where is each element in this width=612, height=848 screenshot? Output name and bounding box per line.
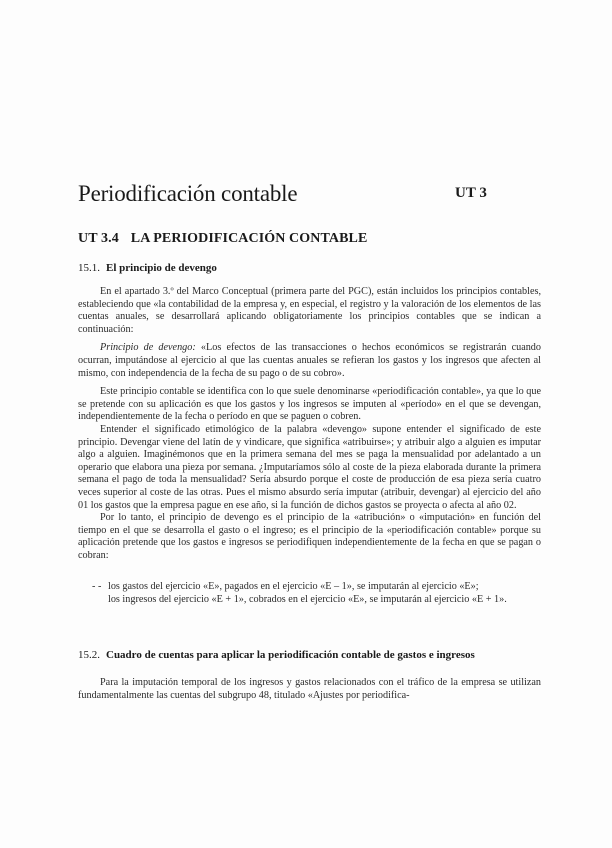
subsection-1-body xyxy=(78,286,541,562)
paragraph-intro: En el apartado 3.º del Marco Conceptual (primera parte del PGC), están incluidos los principios contables, estableciendo que «la contabilidad de la empresa y, en especial, el registro y la valoración de los elementos de las cuentas anuales, se desarrollará aplicando obligatoriamente los principios contables que se indican a continuación: xyxy=(78,286,541,335)
subsection-2-body xyxy=(78,677,541,702)
paragraph-quote xyxy=(78,342,541,380)
paragraph-4: Por lo tanto, el principio de devengo es el principio de la «atribución» o «imputación» en función del tiempo en el que se desarrolla el gasto o el ingreso; es el principio de la «periodificación contable» porque su aplicación pretende que los gastos e ingresos se periodifiquen independientemente de la fecha en que se pagan o cobran: xyxy=(78,512,541,561)
subsection-heading-1 xyxy=(78,262,217,274)
subsection-number: 15.2. xyxy=(78,649,100,661)
section-heading xyxy=(78,231,367,247)
list-item xyxy=(92,581,541,594)
paragraph-2: Este principio contable se identifica con lo que suele denominarse «periodificación contable», ya que lo que se pretende con su aplicación es que los gastos y los ingresos se imputen al «período» en el que se devengan, independientemente de la fecha o período en que se paguen o cobren. xyxy=(78,386,541,423)
list-item-text: los ingresos del ejercicio «E + 1», cobrados en el ejercicio «E», se imputarán al ejercicio «E + 1». xyxy=(108,593,507,605)
bullet-list xyxy=(92,581,541,606)
quote-label: Principio de devengo: xyxy=(100,342,196,354)
subsection-title: Cuadro de cuentas para aplicar la periodificación contable de gastos e ingresos xyxy=(106,649,475,661)
list-marker: - - xyxy=(92,581,102,592)
paragraph-1: Para la imputación temporal de los ingresos y gastos relacionados con el tráfico de la empresa se utilizan fundamentalmente las cuentas del subgrupo 48, titulado «Ajustes por periodifica- xyxy=(78,677,541,701)
subsection-title: El principio de devengo xyxy=(106,262,217,274)
chapter-code: UT 3 xyxy=(455,185,487,201)
subsection-number: 15.1. xyxy=(78,262,100,274)
list-item-text: los gastos del ejercicio «E», pagados en el ejercicio «E – 1», se imputarán al ejercicio «E»; xyxy=(108,581,479,592)
chapter-title: Periodificación contable xyxy=(78,181,298,206)
quote-text: «Los efectos de las transacciones o hechos económicos se registrarán cuando ocurran, imputándose al ejercicio al que las cuentas anuales se refieran los gastos y los ingresos que afecten al mismo, con independencia de la fecha de su pago o de su cobro». xyxy=(78,342,541,379)
list-item xyxy=(92,594,541,607)
subsection-heading-2 xyxy=(78,649,475,661)
paragraph-3: Entender el significado etimológico de la palabra «devengo» supone entender el significado de este principio. Devengar viene del latín de y vindicare, que significa «atribuirse»; y atribuir algo a alguien es imputar algo a alguien. Imaginémonos que en la primera semana del mes se paga la mensualidad por adelantado a un operario que elabora una pieza por semana. ¿Imputaríamos sólo al coste de la pieza elaborada durante la primera semana el pago de toda la mensualidad? Sería absurdo porque el coste de producción de esa pieza sería cuatro veces superior al coste de las otras. Pues el mismo absurdo sería imputar (atribuir, devengar) al ejercicio del año 01 los gastos que la empresa pague en ese año, si la función de dichos gastos se proyecta o afecta al año 02. xyxy=(78,423,541,511)
section-title: LA PERIODIFICACIÓN CONTABLE xyxy=(130,231,368,246)
section-number: UT 3.4 xyxy=(78,231,119,246)
